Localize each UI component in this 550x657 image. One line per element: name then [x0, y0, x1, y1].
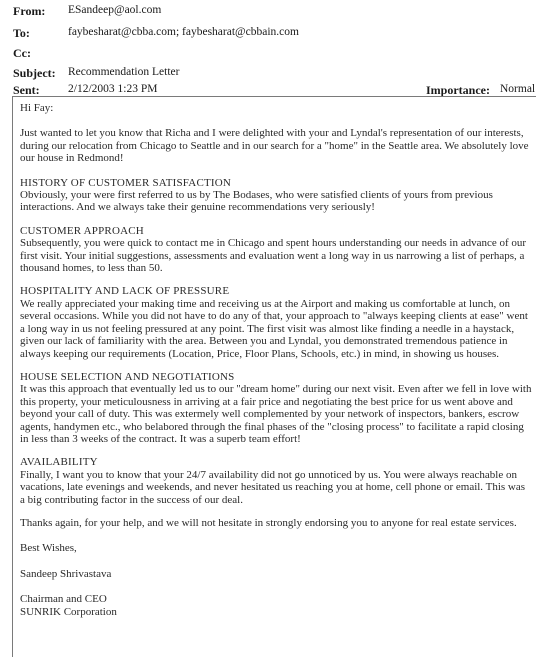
sent-label: Sent:: [13, 83, 40, 97]
section-house-selection: [20, 371, 532, 445]
section-hospitality: [20, 285, 532, 359]
section-customer-approach: [20, 225, 532, 275]
section-text: We really appreciated your making time and receiving us at the Airport and making us comfortable at lunch, on several occasions. While you did not have to do any of that, your approach to "always keeping clients at ease" went a long way in us not feeling pressured at any point. The first visit was almost like finding a needle in a haystack, given our lack of familiarity with the area. Between you and Lyndal, you demonstrated tremendous patience in always keeping our requirements (Location, Price, Floor Plans, Schools, etc.) in mind, in showing us houses.: [20, 297, 528, 360]
section-text: Finally, I want you to know that your 24/7 availability did not go unnoticed by us. You were always reachable on vacations, late evenings and weekends, and never hesitated us reaching you at home, cell phone or email. This was a big contributing factor in the success of our deal.: [20, 468, 526, 506]
section-text: Subsequently, you were quick to contact me in Chicago and spent hours understanding our needs in advance of our first visit. Your initial suggestions, assessments and evaluation went a long way in us narrowing a list of perhaps, a thousand homes, to less than 50.: [20, 237, 527, 275]
sign-off: Best Wishes,: [20, 542, 77, 555]
section-title: HOUSE SELECTION AND NEGOTIATIONS: [20, 370, 235, 383]
greeting: Hi Fay:: [20, 102, 54, 114]
section-customer-satisfaction: [20, 177, 532, 214]
to-value: faybesharat@cbba.com; faybesharat@cbbain.com: [68, 26, 299, 38]
message-body: [20, 102, 532, 618]
section-text: It was this approach that eventually led us to our "dream home" during our next visit. Even after we fell in love with this property, your meticulousness in arriving at a fair price and negotiating the best price for us went above and beyond your call of duty. This was extermely well complemented by your network of inspectors, bankers, escrow agents, handymen etc., who belabored through the final phases of the "closing process" to facilitate a rapid closing in less than 3 weeks of the contract. It was a superb team effort!: [20, 383, 532, 445]
section-title: AVAILABILITY: [20, 456, 98, 469]
thanks-paragraph: Thanks again, for your help, and we will not hesitate in strongly endorsing you to anyone for real estate services.: [20, 516, 517, 529]
intro-paragraph: Just wanted to let you know that Richa and I were delighted with your and Lyndal's representation of our interests, during our relocation from Chicago to Seattle and in our search for a "home" in the Seattle area. We absolutely love our house in Redmond!: [20, 127, 529, 165]
subject-value: Recommendation Letter: [68, 66, 180, 78]
sender-name: Sandeep Shrivastava: [20, 567, 112, 580]
importance-value: Normal: [500, 83, 536, 95]
section-title: HOSPITALITY AND LACK OF PRESSURE: [20, 285, 230, 298]
sender-company: SUNRIK Corporation: [20, 605, 117, 618]
cc-label: Cc:: [13, 46, 31, 60]
section-title: CUSTOMER APPROACH: [20, 224, 144, 237]
section-availability: [20, 456, 532, 506]
section-title: HISTORY OF CUSTOMER SATISFACTION: [20, 176, 232, 189]
sender-title: Chairman and CEO: [20, 593, 107, 606]
sent-value: 2/12/2003 1:23 PM: [68, 83, 158, 95]
from-value: ESandeep@aol.com: [68, 4, 162, 16]
subject-label: Subject:: [13, 66, 56, 80]
section-text: Obviously, your were first referred to us by The Bodases, who were satisfied clients of yours from previous interactions. And we always take their genuine recommendations very seriously!: [20, 189, 493, 214]
from-label: From:: [13, 4, 46, 18]
to-label: To:: [13, 26, 30, 40]
importance-label: Importance:: [426, 83, 490, 97]
